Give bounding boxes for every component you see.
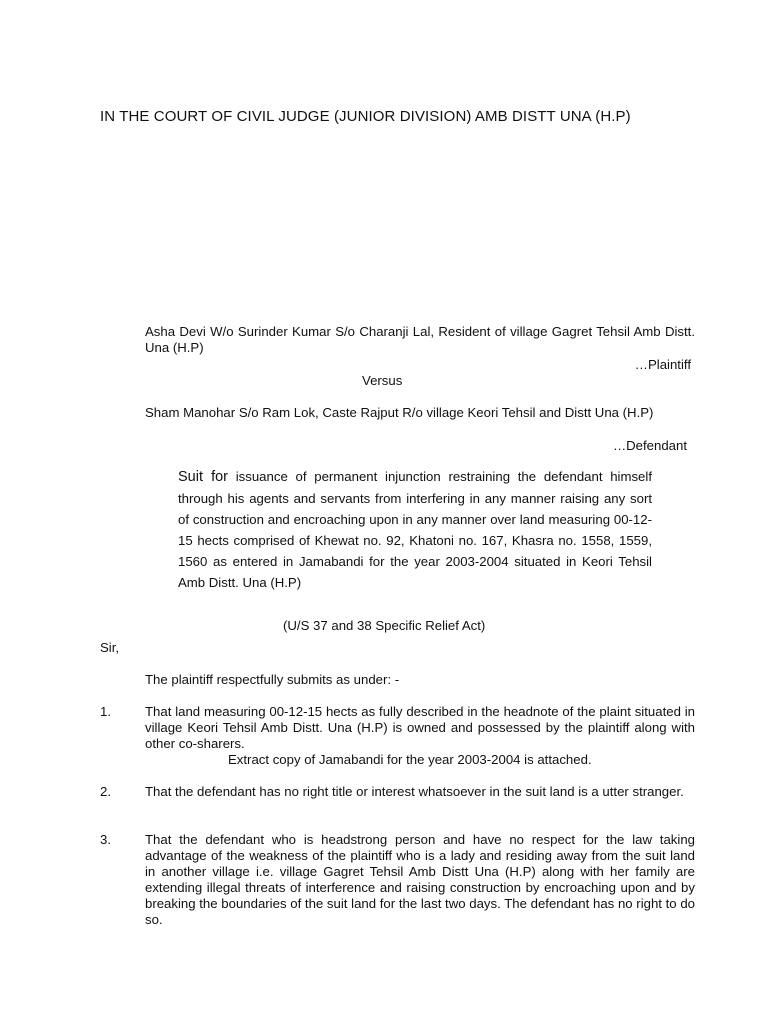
suit-act-reference: (U/S 37 and 38 Specific Relief Act) — [283, 618, 486, 633]
defendant-role: …Defendant — [612, 438, 687, 453]
court-title: IN THE COURT OF CIVIL JUDGE (JUNIOR DIVISION) AMB DISTT UNA (H.P) — [100, 108, 631, 125]
item-number: 1. — [100, 704, 111, 719]
item-text: That the defendant who is headstrong person and have no respect for the law taking advantage of the weakness of the plaintiff who is a lady and residing away from the suit land in another village i.e. village Gagret Tehsil Amb Distt Una (H.P) along with her family are extending illegal threats of interference and raising construction by encroaching upon and by breaking the boundaries of the suit land for the last two days. The defendant has no right to do so. — [145, 832, 695, 927]
intro-statement: The plaintiff respectfully submits as under: - — [145, 672, 400, 687]
suit-text: issuance of permanent injunction restraining the defendant himself through his agents and servants from interfering in any manner raising any sort of construction and encroaching upon in any manner over land measuring 00-12-15 hects comprised of Khewat no. 92, Khatoni no. 167, Khasra no. 1558, 1559, 1560 as entered in Jamabandi for the year 2003-2004 situated in Keori Tehsil Amb Distt. Una (H.P) — [178, 469, 652, 590]
defendant-details: Sham Manohar S/o Ram Lok, Caste Rajput R/o village Keori Tehsil and Distt Una (H.P) — [145, 405, 654, 420]
item-number: 2. — [100, 784, 111, 799]
item-note: Extract copy of Jamabandi for the year 2003-2004 is attached. — [228, 752, 592, 767]
plaintiff-details: Asha Devi W/o Surinder Kumar S/o Charanji Lal, Resident of village Gagret Tehsil Amb Distt. Una (H.P) — [145, 324, 695, 355]
salutation: Sir, — [100, 640, 120, 655]
suit-description — [178, 466, 652, 593]
item-text: That the defendant has no right title or interest whatsoever in the suit land is a utter stranger. — [145, 784, 684, 799]
item-text: That land measuring 00-12-15 hects as fully described in the headnote of the plaint situated in village Keori Tehsil Amb Distt. Una (H.P) is owned and possessed by the plaintiff along with other co-sharers. — [145, 704, 695, 751]
plaintiff-role: …Plaintiff — [634, 357, 691, 372]
versus-label: Versus — [362, 373, 403, 388]
item-number: 3. — [100, 832, 111, 847]
suit-lead: Suit for — [178, 469, 228, 485]
